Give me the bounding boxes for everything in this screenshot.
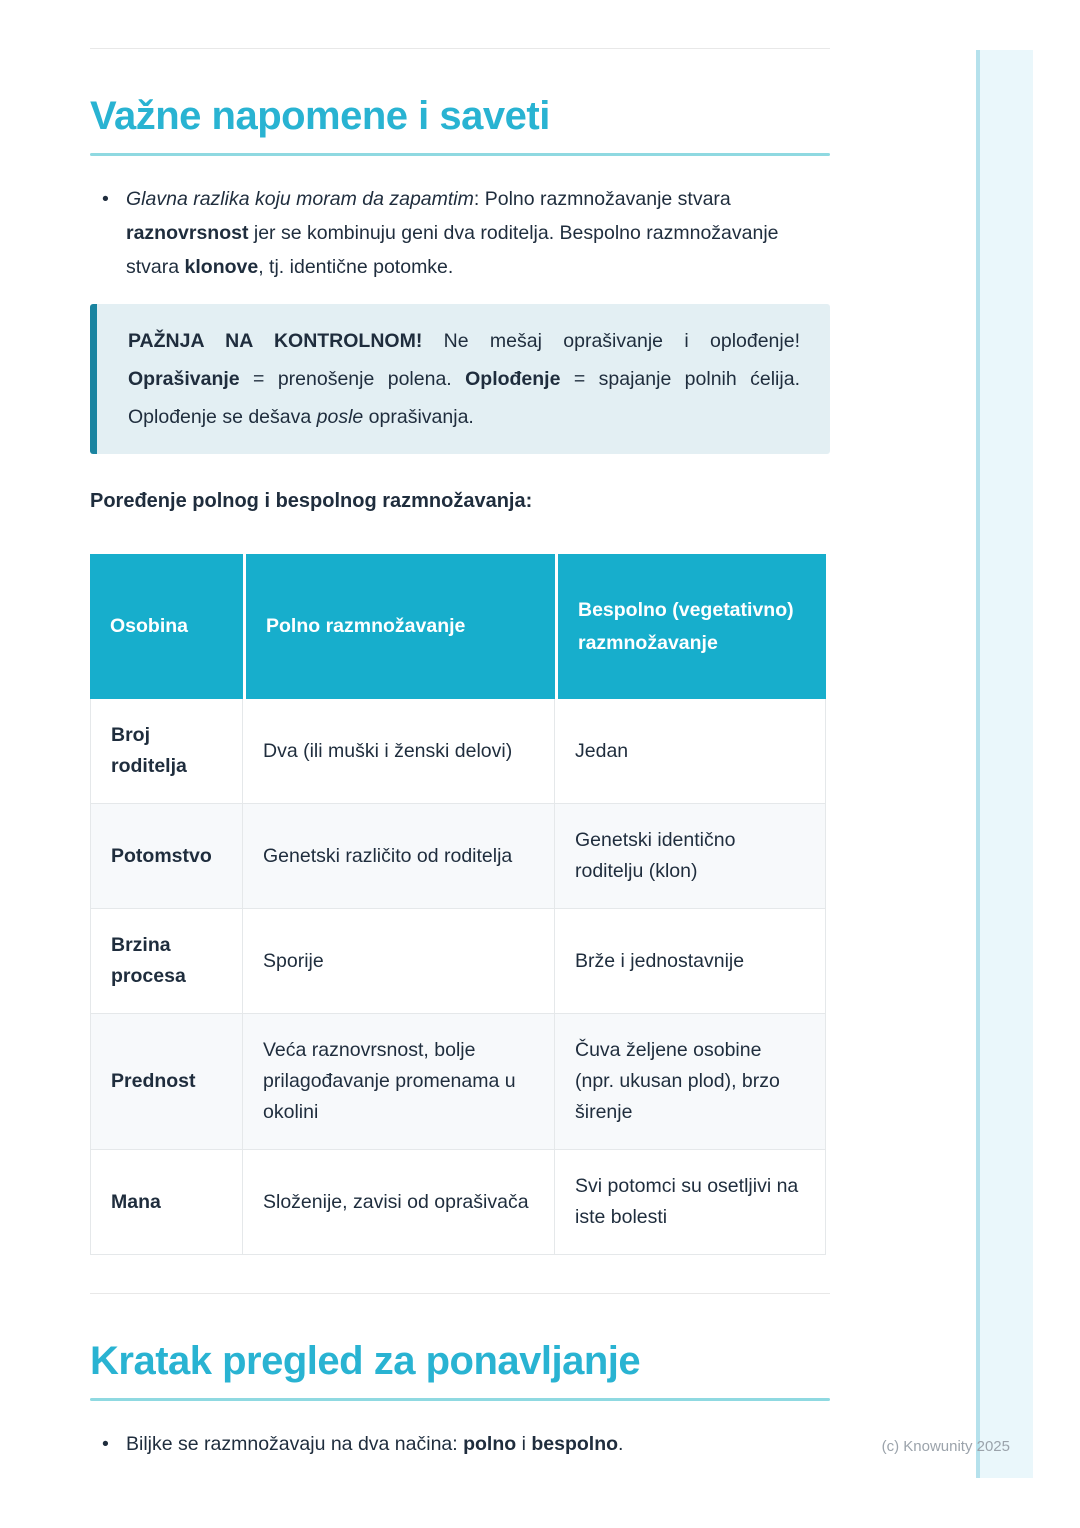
cell-polno: Veća raznovrsnost, bolje prilagođavanje promenama u okolini (243, 1014, 555, 1150)
table-header-row (90, 554, 826, 699)
warning-callout (90, 304, 830, 454)
row-label: Potomstvo (90, 804, 243, 909)
page-content (90, 0, 830, 1461)
cell-polno: Genetski različito od roditelja (243, 804, 555, 909)
table-row (90, 1014, 826, 1150)
side-stripe (976, 50, 1033, 1478)
row-label: Broj roditelja (90, 699, 243, 804)
cell-bespolno: Genetski identično roditelju (klon) (555, 804, 826, 909)
section-divider (90, 1293, 830, 1294)
row-label: Prednost (90, 1014, 243, 1150)
list-item: • Biljke se razmnožavaju na dva načina: polno i bespolno. (90, 1427, 830, 1461)
notes-bullet-list (90, 182, 830, 284)
section-title-quick-review: Kratak pregled za ponavljanje (90, 1339, 641, 1383)
title-underline (90, 153, 830, 156)
comparison-table (90, 554, 826, 1255)
section-title-important-notes: Važne napomene i saveti (90, 94, 550, 138)
table-row (90, 804, 826, 909)
table-header-osobina: Osobina (90, 554, 243, 699)
row-label: Brzina procesa (90, 909, 243, 1014)
callout-title: PAŽNJA NA KONTROLNOM! (128, 330, 423, 352)
title-underline (90, 1398, 830, 1401)
table-row (90, 909, 826, 1014)
cell-polno: Sporije (243, 909, 555, 1014)
list-item: • Glavna razlika koju moram da zapamtim: Polno razmnožavanje stvara raznovrsnost jer se kombinuju geni dva roditelja. Bespolno razmnožavanje stvara klonove, tj. identične potomke. (90, 182, 830, 284)
cell-bespolno: Brže i jednostavnije (555, 909, 826, 1014)
table-row (90, 699, 826, 804)
cell-polno: Dva (ili muški i ženski delovi) (243, 699, 555, 804)
review-bullet-list (90, 1427, 830, 1461)
callout-text: PAŽNJA NA KONTROLNOM! Ne mešaj oprašivanje i oplođenje! Oprašivanje = prenošenje polena. Oplođenje = spajanje polnih ćelija. Oplođenje se dešava posle oprašivanja. (128, 330, 800, 428)
table-header-polno: Polno razmnožavanje (243, 554, 555, 699)
copyright-note: (c) Knowunity 2025 (881, 1438, 1010, 1455)
cell-polno: Složenije, zavisi od oprašivača (243, 1150, 555, 1255)
table-row (90, 1150, 826, 1255)
cell-bespolno: Svi potomci su osetljivi na iste bolesti (555, 1150, 826, 1255)
italic-lead: Glavna razlika koju moram da zapamtim (126, 188, 474, 210)
cell-bespolno: Jedan (555, 699, 826, 804)
row-label: Mana (90, 1150, 243, 1255)
table-header-bespolno: Bespolno (vegetativno) razmnožavanje (555, 554, 826, 699)
table-intro: Poređenje polnog i bespolnog razmnožavanja: (90, 490, 533, 512)
cell-bespolno: Čuva željene osobine (npr. ukusan plod), brzo širenje (555, 1014, 826, 1150)
